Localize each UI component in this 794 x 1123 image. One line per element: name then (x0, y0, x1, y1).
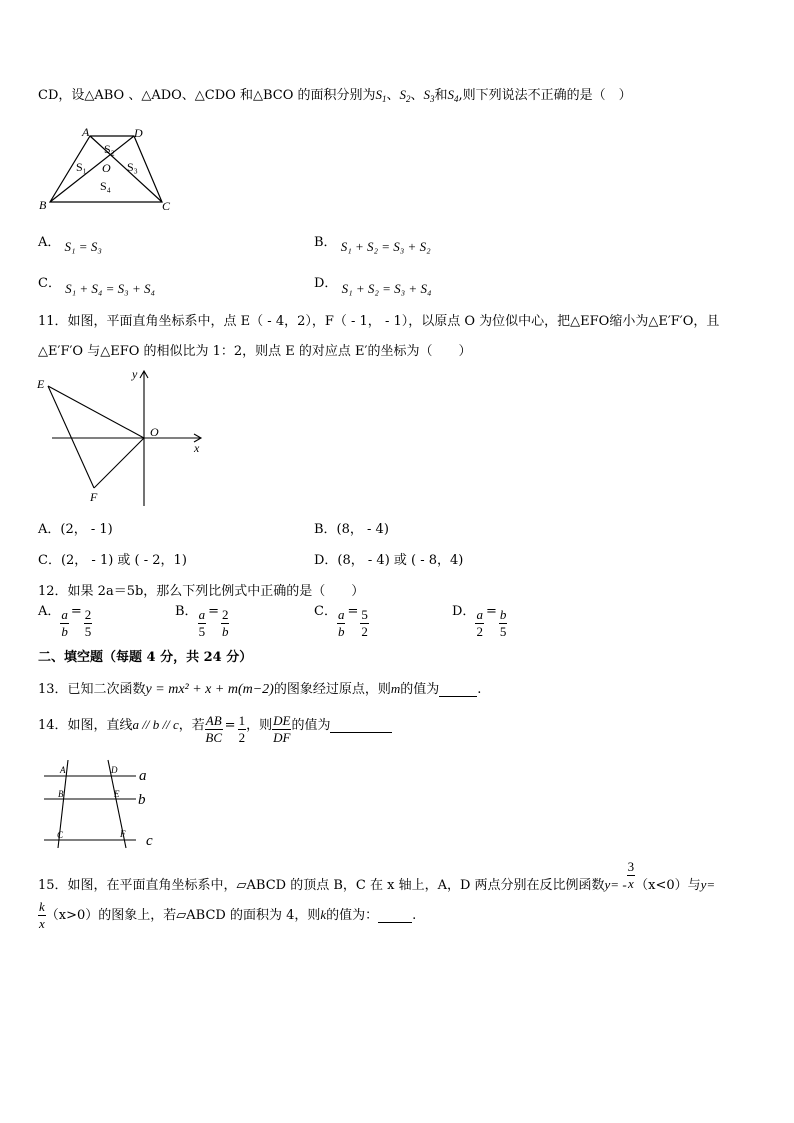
label-C: C (162, 199, 171, 212)
q10-option-b[interactable]: B． S₁ + S₂ = S₃ + S₂ (314, 235, 431, 254)
q10-option-c[interactable]: C． S₁ + S₄ = S₃ + S₄ (38, 276, 155, 296)
label-F: F (90, 490, 98, 504)
q11-coordinate-figure (34, 366, 214, 510)
segment-eo (48, 386, 144, 438)
q10-option-d-expr: S₁ + S₂ = S₃ + S₄ (341, 281, 432, 296)
frac-right: $\frac{2}{5}$ (84, 607, 92, 639)
q11-stem-line1: 11．如图，平面直角坐标系中，点 E（ - 4，2），F（ - 1， - 1），以原点 O 为位似中心，把△EFO缩小为△E′F′O，且 (38, 314, 720, 329)
q15-frac-3-over-x: $\frac{3}{x}$ (627, 859, 635, 891)
frac-left: $\frac{a}{2}$ (476, 607, 483, 639)
frac-right: $\frac{5}{2}$ (361, 607, 368, 639)
label-a: a (139, 768, 147, 784)
q12-stem: 12．如果 2a＝5b，那么下列比例式中正确的是（ ） (38, 584, 365, 599)
q10-s4: $S_4$ (447, 87, 459, 104)
q13-answer-blank[interactable] (439, 683, 477, 697)
q12-option-b[interactable]: B． $\frac{a}{5}$ = $\frac{2}{b}$ (175, 604, 229, 639)
section-title: 二、填空题（每题 4 分，共 24 分） (38, 650, 253, 665)
label-E: E (37, 377, 45, 391)
frac-left: $\frac{a}{b}$ (337, 607, 345, 639)
label-y: y (132, 367, 138, 381)
label-F: F (120, 829, 126, 839)
label-O: O (150, 425, 159, 439)
q14-parallel-lines-figure (40, 758, 170, 850)
q11-option-d[interactable]: D．(8， - 4) 或 ( - 8，4) (314, 553, 464, 568)
label-B: B (39, 198, 47, 212)
q11-stem-line2: △E′F′O 与△EFO 的相似比为 1：2，则点 E 的对应点 E′的坐标为（ ） (38, 344, 472, 359)
q11-option-c[interactable]: C．(2， - 1) 或 ( - 2，1) (38, 553, 187, 568)
label-A: A (60, 765, 66, 775)
label-c: c (146, 833, 153, 849)
q11-option-a[interactable]: A．(2， - 1) (38, 522, 113, 537)
label-E: E (114, 789, 120, 799)
q14-stem: 14．如图，直线a // b // c，若 $\frac{AB}{BC}$ = $\frac{1}{2}$ ，则 $\frac{DE}{DF}$ 的值为 (38, 714, 392, 745)
frac-right: $\frac{2}{b}$ (221, 607, 229, 639)
q10-s2: $S_2$ (399, 87, 411, 104)
q10-stem: CD，设△ABO 、△ADO、△CDO 和△BCO 的面积分别为$S_1$、$S_2$、$S_3$和$S_4$,则下列说法不正确的是（ ） (38, 87, 632, 104)
q11-option-b[interactable]: B．(8， - 4) (314, 522, 389, 537)
q15-stem-line1: 15．如图，在平面直角坐标系中，▱ABCD 的顶点 B，C 在 x 轴上，A，D 两点分别在反比例函数y= - $\frac{3}{x}$ （x<0）与y= (38, 859, 716, 893)
frac-right: $\frac{b}{5}$ (499, 607, 507, 639)
q14-frac-half: $\frac{1}{2}$ (238, 713, 246, 745)
q12-option-a[interactable]: A． $\frac{a}{b}$ = $\frac{2}{5}$ (38, 604, 92, 639)
q13-stem: 13．已知二次函数y = mx² + x + m(m−2)的图象经过原点，则m的值为 . (38, 681, 482, 697)
q10-option-b-expr: S₁ + S₂ = S₃ + S₂ (340, 239, 431, 254)
label-A: A (82, 126, 90, 139)
q14-frac-de-df: $\frac{DE}{DF}$ (273, 713, 291, 745)
segment-ef (48, 386, 94, 488)
q10-trapezoid-figure (36, 126, 176, 212)
q14-frac-ab-bc: $\frac{AB}{BC}$ (205, 713, 223, 745)
q10-s3: $S_3$ (423, 87, 435, 104)
q15-stem-line2: $\frac{k}{x}$ （x>0）的图象上，若▱ABCD 的面积为 4，则k的值为： . (39, 899, 417, 931)
q13-expr: y = mx² + x + m(m−2) (145, 682, 274, 697)
label-B: B (58, 789, 64, 799)
label-S3: S₃ (127, 160, 138, 174)
label-S1: S₁ (76, 160, 87, 174)
frac-left: $\frac{a}{b}$ (61, 607, 68, 639)
label-D: D (134, 126, 143, 140)
label-D: D (111, 765, 118, 775)
q14-answer-blank[interactable] (330, 719, 392, 733)
label-O: O (102, 161, 111, 175)
q12-option-d[interactable]: D． $\frac{a}{2}$ = $\frac{b}{5}$ (452, 604, 507, 639)
q10-stem-pre: CD，设△ABO 、△ADO、△CDO 和△BCO 的面积分别为 (38, 88, 376, 103)
frac-left: $\frac{a}{5}$ (198, 607, 206, 639)
diagonal-bd (50, 136, 134, 202)
q10-option-d[interactable]: D． S₁ + S₂ = S₃ + S₄ (314, 276, 432, 296)
label-C: C (57, 830, 64, 840)
q10-option-c-expr: S₁ + S₄ = S₃ + S₄ (65, 281, 155, 296)
label-S2: S₂ (104, 142, 115, 156)
q14-expr: a // b // c (132, 717, 179, 732)
q15-frac-k-over-x: $\frac{k}{x}$ (39, 899, 45, 931)
label-b: b (138, 792, 146, 808)
q10-option-a[interactable]: A． S₁ = S₃ (38, 235, 102, 254)
label-S4: S₄ (100, 179, 111, 193)
segment-fo (94, 438, 144, 488)
q10-stem-post: ,则下列说法不正确的是（ ） (458, 88, 632, 103)
q15-answer-blank[interactable] (378, 909, 412, 923)
q12-option-c[interactable]: C． $\frac{a}{b}$ = $\frac{5}{2}$ (314, 604, 368, 639)
q10-s1: $S_1$ (375, 87, 387, 104)
q10-option-a-expr: S₁ = S₃ (64, 239, 102, 254)
label-x: x (194, 441, 200, 455)
